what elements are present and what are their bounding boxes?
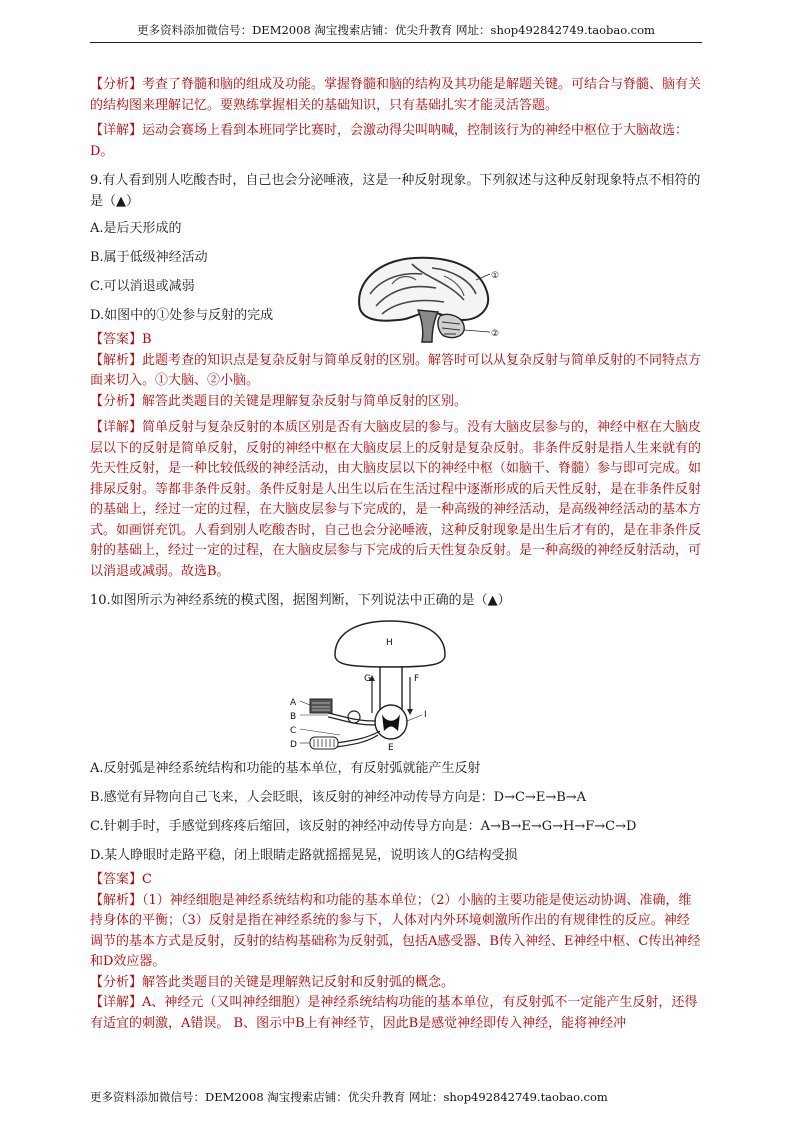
q10-explain: 【解析】（1）神经细胞是神经系统结构和功能的基本单位；（2）小脑的主要功能是使运动协调、准确，维持身体的平衡；（3）反射是指在神经系统的参与下，人体对内外环境刺激所作出的有规律性的反应。神经调节的基本方式是反射，反射的结构基础称为反射弧，包括A感受器、B传入神经、E神经中枢、C传出神经和D效应器。 bbox=[90, 892, 701, 969]
receptor-skin bbox=[310, 699, 332, 713]
q10-detail: 【详解】A、神经元（又叫神经细胞）是神经系统结构功能的基本单位，有反射弧不一定能产生反射，还得有适宜的刺激，A错误。 B、图示中B上有神经节，因此B是感觉神经即传入神经，能将神经冲 bbox=[90, 995, 698, 1031]
label-c: C bbox=[290, 726, 297, 736]
page-header: 更多资料添加微信号：DEM2008 淘宝搜索店铺：优尖升教育 网址：shop492842749.taobao.com bbox=[90, 22, 702, 43]
sensory-nerve bbox=[328, 713, 376, 721]
label-h: H bbox=[386, 638, 393, 648]
label-a: A bbox=[290, 698, 297, 708]
label-f: F bbox=[414, 674, 420, 684]
q8-analysis: 【分析】考查了脊髓和脑的组成及功能。掌握脊髓和脑的结构及其功能是解题关键。可结合与脊髓、脑有关的结构图来理解记忆。要熟练掌握相关的基础知识，只有基础扎实才能灵活答题。 bbox=[90, 77, 702, 113]
label-d: D bbox=[290, 740, 297, 750]
brainstem bbox=[418, 310, 438, 342]
q10-option-d: D.某人睁眼时走路平稳，闭上眼睛走路就摇摇晃晃，说明该人的G结构受损 bbox=[90, 848, 518, 863]
label-e: E bbox=[388, 743, 394, 752]
q10-solution bbox=[90, 870, 702, 1034]
label-i: I bbox=[424, 710, 427, 720]
q9-detail: 【详解】简单反射与复杂反射的本质区别是否有大脑皮层的参与。没有大脑皮层参与的，神经中枢在大脑皮层以下的反射是简单反射，反射的神经中枢在大脑皮层上的反射是复杂反射。非条件反射是指人生来就有的先天性反射，是一种比较低级的神经活动，由大脑皮层以下的神经中枢（如脑干、脊髓）参与即可完成。如排尿反射。等都非条件反射。条件反射是人出生以后在生活过程中逐渐形成的后天性反射，是在非条件反射的基础上，经过一定的过程，在大脑皮层参与下完成的，是一种高级的神经活动，是高级神经活动的基本方式。如画饼充饥。人看到别人吃酸杏时，自己也会分泌唾液，这种反射现象是出生后才有的，是在非条件反射的基础上，经过一定的过程，在大脑皮层参与下完成的后天性复杂反射。是一种高级的神经反射活动，可以消退或减弱。故选B。 bbox=[90, 420, 702, 579]
label-b: B bbox=[290, 712, 297, 722]
q9-solution bbox=[90, 330, 702, 582]
q10-option-b: B.感觉有异物向自己飞来，人会眨眼，该反射的神经冲动传导方向是：D→C→E→B→A bbox=[90, 790, 587, 805]
nervous-system-diagram bbox=[280, 617, 530, 752]
q9-option-d: D.如图中的①处参与反射的完成 bbox=[90, 308, 274, 323]
q9-option-b: B.属于低级神经活动 bbox=[90, 250, 208, 265]
q9-stem: 9.有人看到别人吃酸杏时，自己也会分泌唾液，这是一种反射现象。下列叙述与这种反射现象特点不相符的是（▲） bbox=[90, 173, 701, 209]
q10-analysis: 【分析】解答此类题目的关键是理解熟记反射和反射弧的概念。 bbox=[90, 974, 455, 990]
q9-explain: 【解析】此题考查的知识点是复杂反射与简单反射的区别。解答时可以从复杂反射与简单反射的不同特点方面来切入。①大脑、②小脑。 bbox=[90, 352, 702, 388]
q8-detail: 【详解】运动会赛场上看到本班同学比赛时，会激动得尖叫呐喊，控制该行为的神经中枢位于大脑故选：D。 bbox=[90, 123, 689, 159]
label-g: G bbox=[364, 674, 371, 684]
q9-analysis: 【分析】解答此类题目的关键是理解复杂反射与简单反射的区别。 bbox=[90, 393, 468, 409]
motor-nerve bbox=[336, 731, 380, 743]
page-footer: 更多资料添加微信号：DEM2008 淘宝搜索店铺：优尖升教育 网址：shop492842749.taobao.com bbox=[90, 1090, 608, 1104]
q10-option-c: C.针刺手时，手感觉到疼疼后缩回，该反射的神经冲动传导方向是：A→B→E→G→H→F→C→D bbox=[90, 819, 637, 834]
brain-diagram bbox=[352, 254, 502, 346]
q9-option-c: C.可以消退或减弱 bbox=[90, 279, 195, 294]
q10-answer: 【答案】C bbox=[90, 872, 152, 887]
q10-option-a: A.反射弧是神经系统结构和功能的基本单位，有反射弧就能产生反射 bbox=[90, 761, 481, 776]
brain-label-1: ① bbox=[491, 271, 500, 281]
q9-options-block bbox=[90, 218, 702, 339]
brain-label-2: ② bbox=[491, 329, 500, 339]
page-content bbox=[90, 74, 702, 1034]
q9-answer: 【答案】B bbox=[90, 332, 152, 347]
q10-stem: 10.如图所示为神经系统的模式图，据图判断，下列说法中正确的是（▲） bbox=[90, 593, 511, 608]
q9-option-a: A.是后天形成的 bbox=[90, 221, 182, 236]
